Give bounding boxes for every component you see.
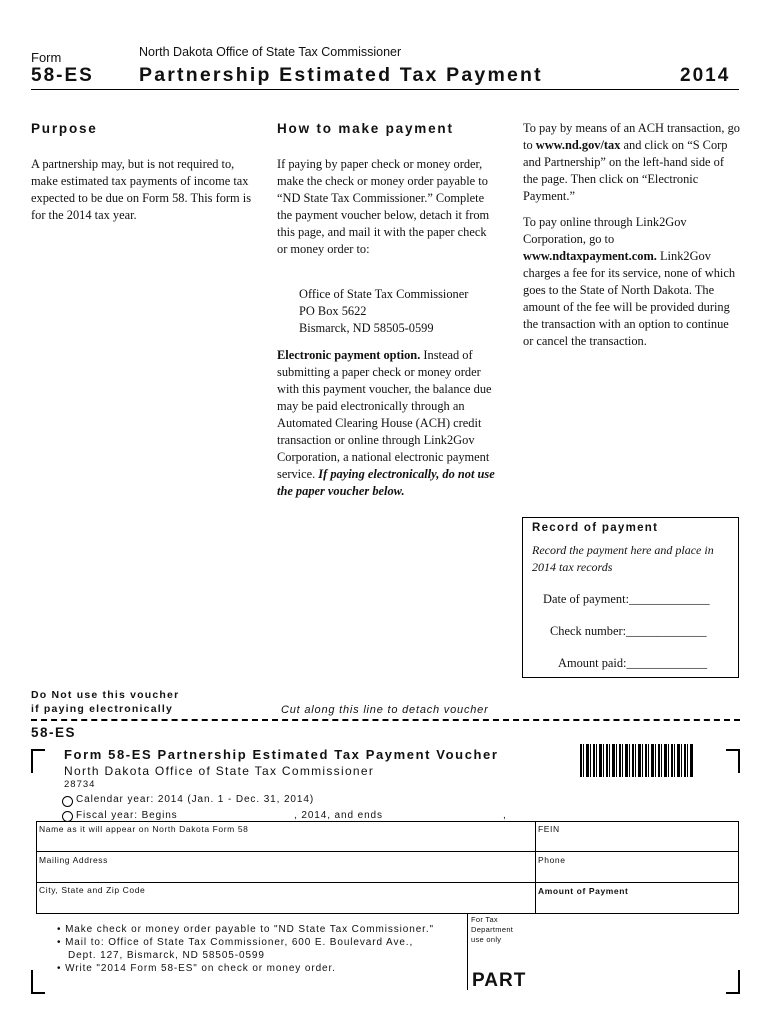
nd-tax-link[interactable]: www.nd.gov/tax (535, 138, 621, 152)
form-label: Form (31, 50, 62, 65)
check-number-field[interactable]: Check number:_____________ (550, 624, 707, 638)
record-heading: Record of payment (532, 522, 659, 534)
voucher-code: 28734 (64, 779, 96, 790)
dept-use-label (471, 915, 513, 945)
mailing-address (299, 286, 468, 337)
link2gov-text: Link2Gov charges a fee for its service, none of which goes to the State of North Dakota. The amount of the fee will be provided during the transaction with an option to continue or cancel the transaction. (523, 249, 736, 348)
dept-use-divider (467, 914, 468, 990)
electronic-payment-body: Instead of submitting a paper check or money order with this payment voucher, the balance due may be paid electronically through an Automated Clearing House (ACH) credit transaction or online through Link2Gov Corporation, a national electronic payment service. (277, 348, 492, 481)
part-label: PART (472, 970, 527, 991)
dept-use-line: For Tax (471, 915, 498, 924)
warning-line: Do Not use this voucher (31, 689, 180, 701)
address-line: Office of State Tax Commissioner (299, 287, 469, 301)
how-to-pay-heading: How to make payment (277, 121, 454, 136)
instruction-line: • Write "2014 Form 58-ES" on check or money order. (57, 963, 336, 974)
grid-divider (535, 822, 536, 913)
fein-field[interactable]: FEIN (538, 824, 560, 834)
voucher-form-number: 58-ES (31, 725, 77, 740)
grid-row-divider (37, 882, 738, 883)
instruction-line: • Mail to: Office of State Tax Commissioner, 600 E. Boulevard Ave., (57, 937, 414, 948)
voucher-agency: North Dakota Office of State Tax Commissioner (64, 764, 375, 778)
city-state-zip-field[interactable]: City, State and Zip Code (39, 885, 146, 895)
link2gov-instructions (523, 214, 741, 350)
name-field[interactable]: Name as it will appear on North Dakota Form 58 (39, 824, 249, 834)
ndtaxpayment-link[interactable]: www.ndtaxpayment.com. (523, 249, 657, 263)
fiscal-year-end: , (503, 810, 506, 821)
calendar-year-radio[interactable] (62, 796, 73, 807)
ach-instructions (523, 120, 741, 205)
page-title: Partnership Estimated Tax Payment (139, 64, 543, 86)
agency-name: North Dakota Office of State Tax Commissioner (139, 45, 402, 59)
ach-text: To pay by means of an ACH transaction, go to (523, 121, 740, 152)
corner-mark-top-left (31, 749, 45, 773)
electronic-payment-text (277, 347, 499, 500)
fiscal-year-label: Fiscal year: Begins (76, 810, 178, 821)
dept-use-line: use only (471, 935, 502, 944)
dept-use-line: Department (471, 925, 514, 934)
record-note: Record the payment here and place in 2014 tax records (532, 543, 714, 574)
grid-row-divider (37, 851, 738, 852)
header-rule (31, 89, 739, 90)
purpose-heading: Purpose (31, 121, 98, 136)
amount-of-payment-field[interactable]: Amount of Payment (538, 886, 629, 896)
address-line: Bismarck, ND 58505-0599 (299, 321, 434, 335)
cut-line[interactable] (31, 719, 740, 721)
corner-mark-bottom-right (726, 970, 740, 994)
barcode (580, 744, 693, 777)
purpose-text: A partnership may, but is not required to, make estimated tax payments of income tax expected to be due on Form 58. This form is for the 2014 tax year. (31, 157, 252, 222)
amount-paid-field[interactable]: Amount paid:_____________ (558, 656, 708, 670)
corner-mark-bottom-left (31, 970, 45, 994)
mailing-address-field[interactable]: Mailing Address (39, 855, 109, 865)
warning-line: if paying electronically (31, 703, 174, 715)
form-number: 58-ES (31, 65, 94, 86)
how-to-pay-intro: If paying by paper check or money order, make the check or money order payable to “ND State Tax Commissioner.” Complete the payment voucher below, detach it from this page, and mail it with the paper check or money order to: (277, 157, 490, 256)
fiscal-year-mid: , 2014, and ends (294, 810, 383, 821)
link2gov-text: To pay online through Link2Gov Corporation, go to (523, 215, 687, 246)
voucher-fields-grid (36, 821, 739, 914)
calendar-year-label: Calendar year: 2014 (Jan. 1 - Dec. 31, 2014) (76, 794, 315, 805)
corner-mark-top-right (726, 749, 740, 773)
instruction-line: Dept. 127, Bismarck, ND 58505-0599 (57, 950, 265, 961)
cut-instruction: Cut along this line to detach voucher (281, 704, 489, 716)
date-of-payment-field[interactable]: Date of payment:_____________ (543, 592, 710, 606)
phone-field[interactable]: Phone (538, 855, 566, 865)
voucher-instructions (57, 923, 434, 975)
ach-text: and click on “S Corp and Partnership” on the left-hand side of the page. Then click on “Electronic Payment.” (523, 138, 728, 203)
electronic-payment-heading: Electronic payment option. (277, 348, 421, 362)
do-not-use-warning (31, 688, 179, 716)
instruction-line: • Make check or money order payable to "ND State Tax Commissioner." (57, 924, 434, 935)
tax-year: 2014 (680, 65, 731, 86)
address-line: PO Box 5622 (299, 304, 367, 318)
record-of-payment-box (522, 517, 739, 678)
electronic-payment-warning: If paying electronically, do not use the paper voucher below. (277, 467, 495, 498)
voucher-title: Form 58-ES Partnership Estimated Tax Payment Voucher (64, 747, 499, 762)
